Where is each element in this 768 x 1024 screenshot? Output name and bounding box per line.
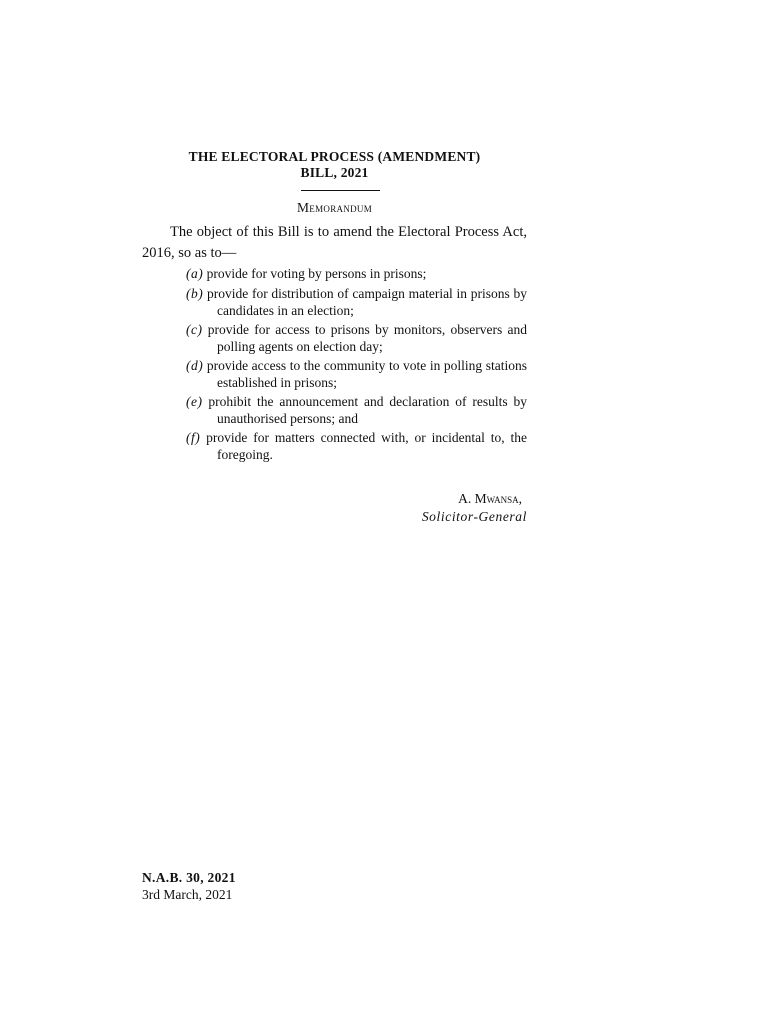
signatory-name bbox=[300, 490, 522, 508]
bill-date: 3rd March, 2021 bbox=[142, 887, 233, 902]
list-item-label: (f) bbox=[186, 430, 201, 445]
list-item-text: provide for access to prisons by monitors, observers and polling agents on election day; bbox=[207, 322, 528, 354]
list-item bbox=[186, 265, 527, 282]
list-item-text: provide for distribution of campaign material in prisons by candidates in an election; bbox=[206, 286, 528, 318]
title-divider bbox=[301, 190, 380, 191]
list-item bbox=[186, 285, 527, 319]
list-item-label: (a) bbox=[186, 266, 204, 281]
list-item-label: (d) bbox=[186, 358, 204, 373]
list-item bbox=[186, 357, 527, 391]
list-item-label: (c) bbox=[186, 322, 203, 337]
list-item-label: (e) bbox=[186, 394, 203, 409]
list-item bbox=[186, 429, 527, 463]
bill-title-line2: BILL, 2021 bbox=[300, 165, 369, 180]
signatory-surname: Mwansa, bbox=[474, 491, 522, 506]
list-item-text: provide access to the community to vote in polling stations established in prisons; bbox=[206, 358, 528, 390]
list-item-text: prohibit the announcement and declaration of results by unauthorised persons; and bbox=[208, 394, 527, 426]
memorandum-heading: Memorandum bbox=[296, 200, 372, 215]
objects-list bbox=[186, 265, 527, 465]
list-item bbox=[186, 393, 527, 427]
signatory-initial: A. bbox=[458, 491, 475, 506]
list-item-label: (b) bbox=[186, 286, 204, 301]
signatory-title: Solicitor-General bbox=[421, 509, 527, 524]
list-item-text: provide for matters connected with, or incidental to, the foregoing. bbox=[206, 430, 528, 462]
list-item-text: provide for voting by persons in prisons; bbox=[206, 266, 427, 281]
bill-title-line1: THE ELECTORAL PROCESS (AMENDMENT) bbox=[188, 149, 481, 164]
bill-number: N.A.B. 30, 2021 bbox=[142, 870, 236, 885]
list-item bbox=[186, 321, 527, 355]
memorandum-intro: The object of this Bill is to amend the Electoral Process Act, 2016, so as to— bbox=[142, 224, 527, 261]
